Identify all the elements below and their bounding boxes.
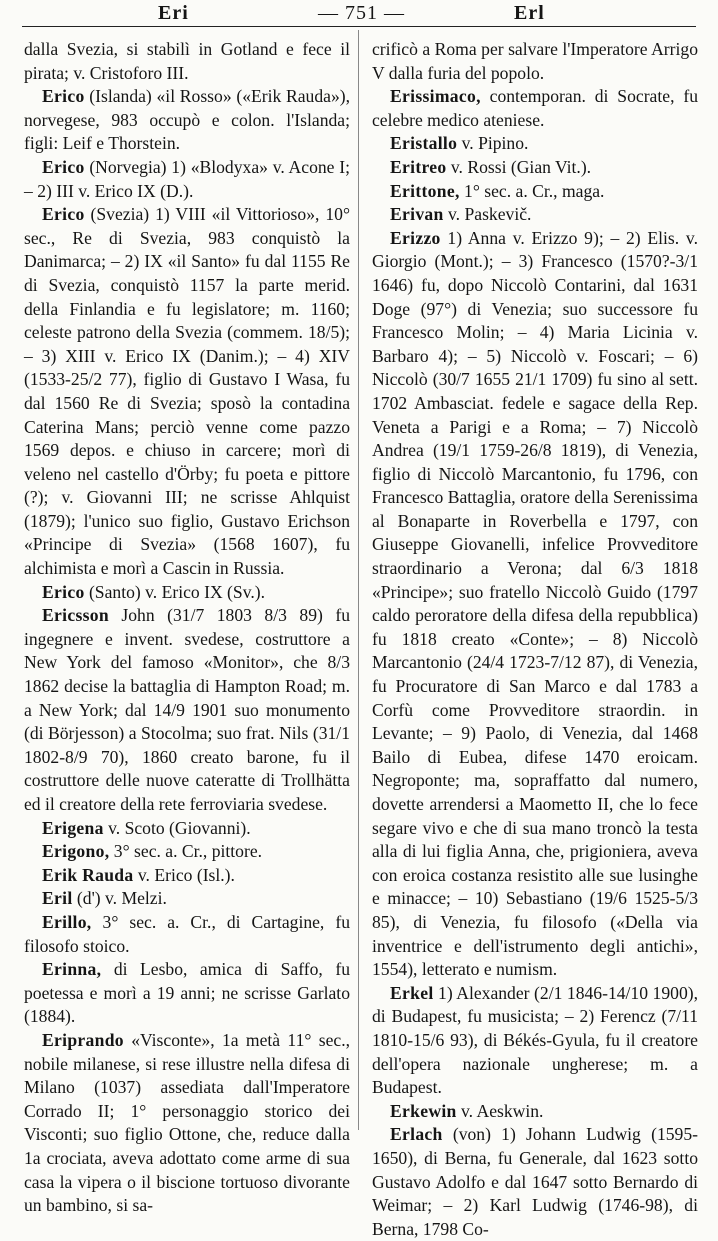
entry-text: (Santo) v. Erico IX (Sv.). — [84, 581, 266, 602]
entry-head: Erik Rauda — [42, 864, 134, 885]
entry — [372, 1123, 698, 1241]
entry — [24, 156, 350, 203]
entry-head: Eriprando — [42, 1029, 124, 1050]
entry — [372, 156, 698, 180]
entry — [24, 817, 350, 841]
entry-head: Erinna, — [42, 959, 102, 980]
entry-head: Erkewin — [390, 1100, 457, 1121]
header-rule — [22, 26, 696, 27]
entry — [372, 132, 698, 156]
entry — [372, 227, 698, 982]
entry-text: v. Rossi (Gian Vit.). — [446, 156, 592, 177]
entry-head: Ericsson — [42, 605, 109, 626]
entry-head: Erico — [42, 86, 85, 107]
entry-head: Eristallo — [390, 133, 458, 154]
entry-head: Erigono, — [42, 841, 110, 862]
right-column — [372, 38, 698, 1241]
entry-head: Erittone, — [390, 180, 460, 201]
entry-head: Eritreo — [390, 156, 447, 177]
entry-head: Erlach — [390, 1124, 443, 1145]
header-right-guide-word: Erl — [514, 2, 545, 24]
entry — [24, 604, 350, 816]
entry-text: (Norvegia) 1) «Blodyxa» v. Acone I; – 2) III v. Erico IX (D.). — [24, 156, 350, 201]
entry-text: v. Paskevič. — [443, 204, 532, 225]
entry — [24, 864, 350, 888]
entry-text: v. Pipino. — [457, 133, 529, 154]
entry-head: Erico — [42, 156, 85, 177]
entry-head: Erillo, — [42, 911, 92, 932]
entry — [372, 982, 698, 1100]
entry-text: contemporan. di Socrate, fu celebre medico ateniese. — [372, 86, 698, 130]
entry-head: Erigena — [42, 817, 104, 838]
entry-text: (Svezia) 1) VIII «il Vittorioso», 10° sec., Re di Svezia, 983 conquistò la Danimarca; – 2) IX «il Santo» fu dal 1155 Re di Svezia, conquistò 1157 la parte merid. della Finlandia e fu legislatore; m. 1160; celeste patrono della Svezia (commem. 18/5); – 3) XIII v. Erico IX (Danim.); – 4) XIV (1533-25/2 77), figlio di Gustavo I Wasa, fu dal 1560 Re di Svezia; sposò la contadina Caterina Mans; perciò venne come pazzo 1569 depos. e chiuso in carcere; morì di veleno nel castello d'Örby; fu poeta e pittore (?); v. Giovanni III; ne scrisse Ahlquist (1879); l'unico suo figlio, Gustavo Erichson «Principe di Svezia» (1568 1607), fu alchimista e morì a Cascin in Russia. — [24, 204, 350, 579]
entry-text: v. Scoto (Giovanni). — [103, 817, 251, 838]
entry — [372, 38, 698, 85]
entry-text: «Visconte», 1a metà 11° sec., nobile milanese, si rese illustre nella difesa di Milano (1037) assediata dall'Imperatore Corrado II; 1° personaggio storico dei Visconti; suo figlio Ottone, che, reduce dalla 1a crociata, aveva adottato come arme di sua casa la vipera o il biscione tortuoso divorante un bambino, si sa- — [24, 1029, 350, 1216]
header-left-guide-word: Eri — [158, 2, 189, 24]
entry-head: Erkel — [390, 982, 434, 1003]
entry — [372, 180, 698, 204]
entry-text: v. Aeskwin. — [456, 1100, 544, 1121]
entry-text: 1) Anna v. Erizzo 9); – 2) Elis. v. Giorgio (Mont.); – 3) Francesco (1570?-3/1 1646) fu, dopo Niccolò Contarini, dal 1631 Doge (97°) di Venezia; suo successore fu Francesco Molin; – 4) Maria Licinia v. Barbaro 4); – 5) Niccolò v. Foscari; – 6) Niccolò (30/7 1655 21/1 1709) fu sino al sett. 1702 Ambasciat. fedele e sagace della Rep. Veneta a Parigi e a Roma; – 7) Niccolò Andrea (19/1 1759-26/8 1819), di Venezia, figlio di Niccolò Marcantonio, fu 1796, con Francesco Battaglia, oratore della Serenissima al Bonaparte in Roverbella e 1797, con Giuseppe Giovanelli, infelice Provveditore straordinario a Verona; dal 6/3 1818 «Principe»; suo fratello Niccolò Guido (1797 caldo peroratore della difesa della repubblica) fu 1818 creato «Conte»; – 8) Niccolò Marcantonio (24/4 1723-7/12 87), di Venezia, fu Procuratore di San Marco e dal 1783 a Corfù come Provveditore straordin. in Levante; – 9) Paolo, di Venezia, dal 1468 Bailo di Eubea, difese 1470 eroicam. Negroponte; ma, sopraffatto dal numero, dovette arrendersi a Maometto II, che lo fece segare vivo e che di sua mano troncò la testa alla di lui figlia Anna, che, prigioniera, aveva con eroica costanza resistito alle sue lusinghe e minacce; – 10) Sebastiano (19/6 1525-5/3 85), di Venezia, fu filosofo («Della via inventrice e dell'istrumento degli antichi», 1554), letterato e numism. — [372, 227, 698, 980]
entry — [24, 958, 350, 1029]
entry-text: 1° sec. a. Cr., maga. — [459, 180, 605, 201]
entry-text: 1) Alexander (2/1 1846-14/10 1900), di Budapest, fu musicista; – 2) Ferencz (7/11 1810-15/6 93), di Békés-Gyula, fu il creatore dell'opera nazionale ungherese; m. a Budapest. — [372, 982, 698, 1098]
entry-head: Erizzo — [390, 227, 441, 248]
entry-text: crificò a Roma per salvare l'Imperatore Arrigo V dalla furia del popolo. — [372, 39, 698, 83]
entry-head: Erissimaco, — [390, 86, 481, 107]
entry — [24, 887, 350, 911]
entry-text: (von) 1) Johann Ludwig (1595-1650), di Berna, fu Generale, dal 1623 sotto Gustavo Adolfo e dal 1647 sotto Bernardo di Weimar; – 2) Karl Ludwig (1746-98), di Berna, 1798 Co- — [372, 1124, 698, 1239]
entry-text: John (31/7 1803 8/3 89) fu ingegnere e invent. svedese, costruttore a New York del famoso «Monitor», che 8/3 1862 decise la battaglia di Hampton Road; m. a New York; dal 14/9 1901 suo monumento (di Börjesson) a Stocolma; suo frat. Nils (31/1 1802-8/9 70), 1860 creato barone, fu il costruttore delle nuove cateratte di Trollhätta ed il creatore della rete ferroviaria svedese. — [24, 605, 350, 814]
entry-head: Erivan — [390, 204, 444, 225]
entry-head: Eril — [42, 888, 73, 909]
entry — [24, 1029, 350, 1218]
column-divider — [358, 30, 359, 1130]
entry — [24, 38, 350, 85]
entry-text: (Islanda) «il Rosso» («Erik Rauda»), norvegese, 983 occupò e colon. l'Islanda; figli: Leif e Thorstein. — [24, 86, 350, 154]
entry — [24, 840, 350, 864]
entry — [24, 911, 350, 958]
entry — [24, 85, 350, 156]
entry-text: dalla Svezia, si stabilì in Gotland e fece il pirata; v. Cristoforo III. — [24, 39, 350, 83]
entry-text: (d') v. Melzi. — [72, 888, 167, 909]
entry-head: Erico — [42, 204, 85, 225]
entry — [24, 203, 350, 581]
entry-text: 3° sec. a. Cr., pittore. — [109, 841, 263, 862]
left-column — [24, 38, 350, 1218]
entry-head: Erico — [42, 581, 85, 602]
page-header — [0, 0, 718, 24]
entry-text: di Lesbo, amica di Saffo, fu poetessa e morì a 19 anni; ne scrisse Garlato (1884). — [24, 959, 350, 1027]
entry — [372, 1100, 698, 1124]
entry — [372, 85, 698, 132]
entry-text: 3° sec. a. Cr., di Cartagine, fu filosofo stoico. — [24, 911, 350, 956]
page-number: — 751 — — [318, 2, 405, 24]
entry-text: v. Erico (Isl.). — [133, 864, 235, 885]
entry — [24, 581, 350, 605]
entry — [372, 203, 698, 227]
